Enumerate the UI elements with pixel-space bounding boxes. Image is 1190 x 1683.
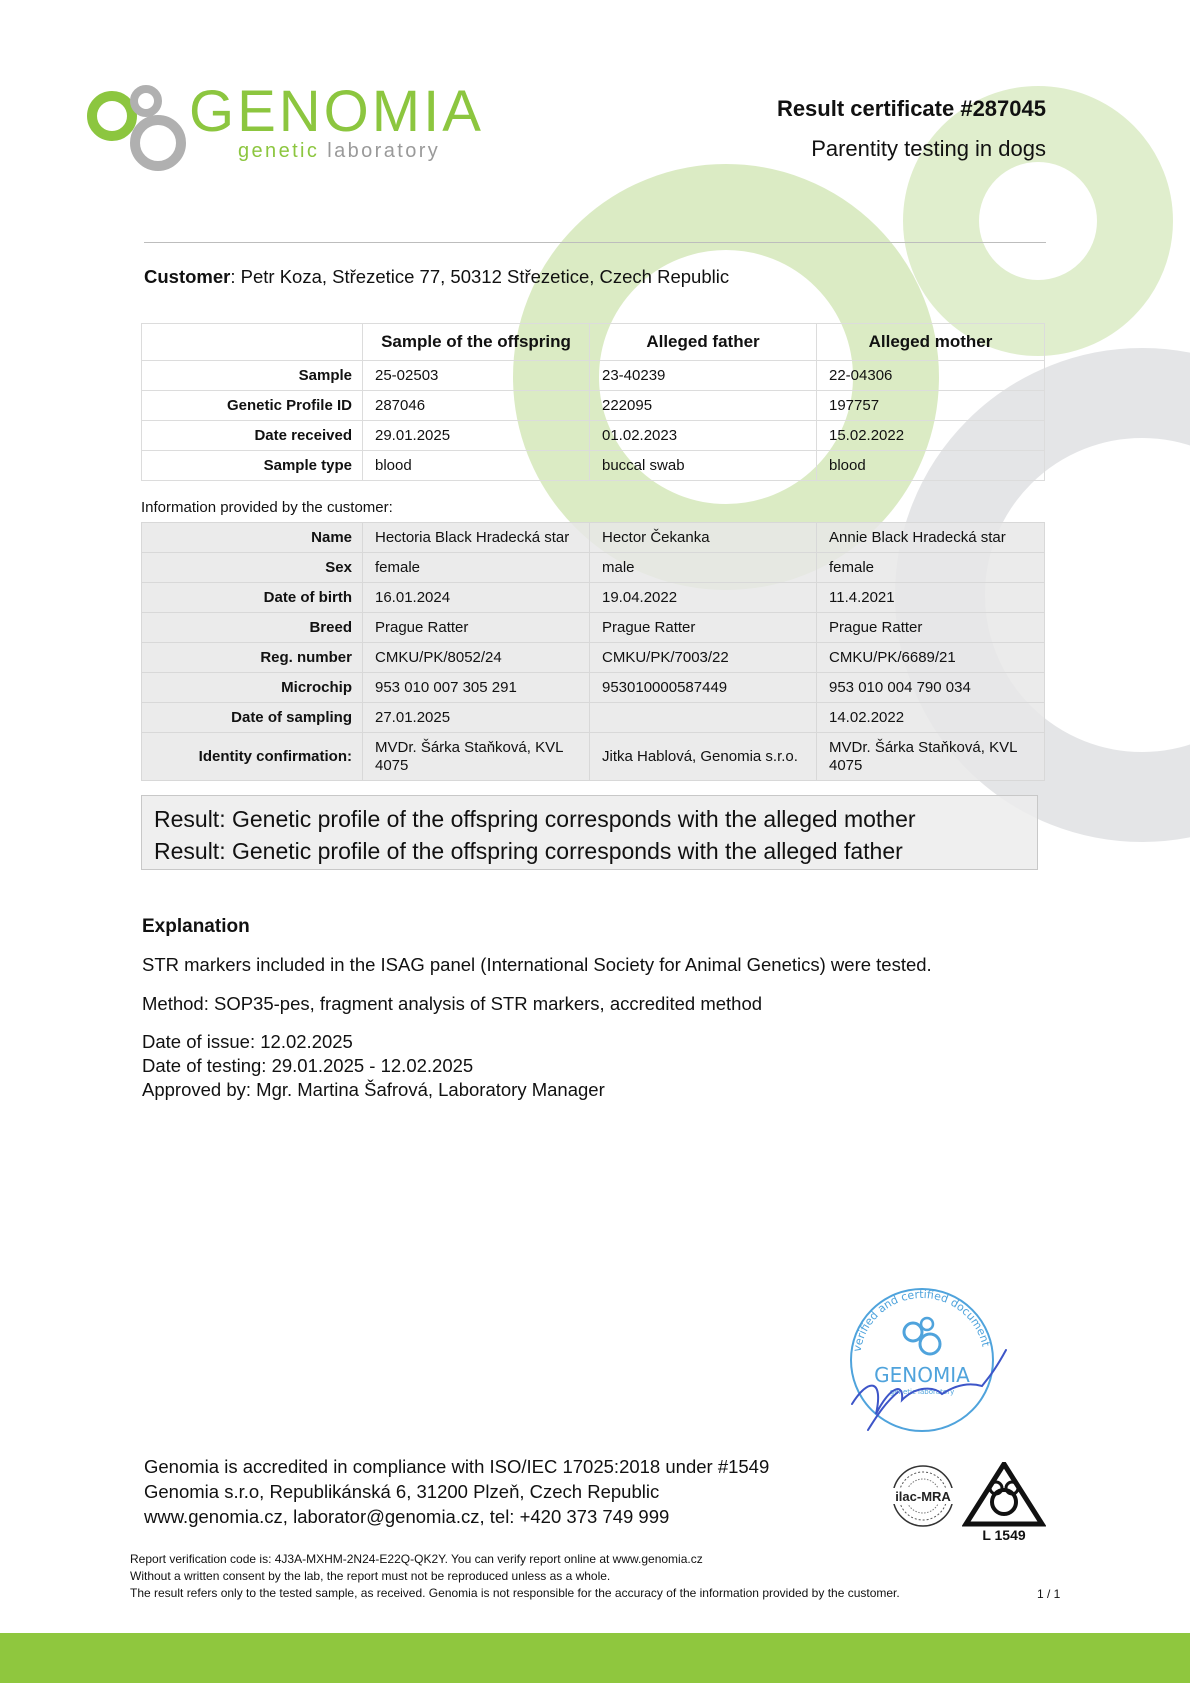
genomia-logo-icon [84,82,194,178]
row-label: Date of birth [142,583,363,613]
table-cell: Hectoria Black Hradecká star [363,523,590,553]
row-label: Name [142,523,363,553]
accreditation-block [144,1454,769,1529]
table-cell: Prague Ratter [817,613,1045,643]
row-label: Microchip [142,673,363,703]
samples-header-father: Alleged father [590,324,817,361]
explanation-method: Method: SOP35-pes, fragment analysis of STR markers, accredited method [142,993,763,1014]
table-cell: 197757 [817,391,1045,421]
stamp-sub: genetic laboratory [889,1388,955,1396]
logo-tagline [238,139,440,163]
customer-info-table [141,522,1045,781]
samples-header-offspring: Sample of the offspring [363,324,590,361]
table-row [142,733,1045,781]
footer-green-bar [0,1633,1190,1683]
table-cell: 22-04306 [817,361,1045,391]
samples-header-row [142,324,1045,361]
table-row [142,643,1045,673]
row-label: Breed [142,613,363,643]
logo-tagline-laboratory: laboratory [327,140,441,162]
table-cell: Hector Čekanka [590,523,817,553]
samples-header-empty [142,324,363,361]
ilac-mra-logo-icon [890,1464,956,1528]
table-cell: Prague Ratter [363,613,590,643]
row-label: Reg. number [142,643,363,673]
customer-info-label: Information provided by the customer: [141,499,393,516]
table-cell: 23-40239 [590,361,817,391]
table-cell: 16.01.2024 [363,583,590,613]
table-cell: Prague Ratter [590,613,817,643]
certificate-title: Result certificate #287045 [776,96,1046,121]
row-label: Date of sampling [142,703,363,733]
table-cell: buccal swab [590,451,817,481]
table-row [142,703,1045,733]
logo-tagline-genetic: genetic [238,140,320,162]
accreditation-line: Genomia is accredited in compliance with ISO/IEC 17025:2018 under #1549 [144,1456,770,1477]
approved-by: Approved by: Mgr. Martina Šafrová, Laboratory Manager [142,1079,605,1100]
table-cell: 953 010 007 305 291 [363,673,590,703]
table-cell: female [817,553,1045,583]
table-cell: 953010000587449 [590,673,817,703]
certification-stamp-icon [838,1282,1018,1438]
table-cell: blood [363,451,590,481]
ilac-text: ilac-MRA [895,1489,951,1504]
table-cell: 11.4.2021 [817,583,1045,613]
explanation-markers: STR markers included in the ISAG panel (International Society for Animal Genetics) were tested. [142,954,932,975]
cai-number: L 1549 [982,1527,1026,1542]
table-cell: 01.02.2023 [590,421,817,451]
table-row [142,421,1045,451]
address-line: Genomia s.r.o, Republikánská 6, 31200 Plzeň, Czech Republic [144,1481,660,1502]
row-label: Sample [142,361,363,391]
date-of-testing: Date of testing: 29.01.2025 - 12.02.2025 [142,1055,474,1076]
table-row [142,583,1045,613]
table-row [142,553,1045,583]
table-row [142,673,1045,703]
cai-accreditation-logo-icon [962,1462,1046,1542]
explanation-title: Explanation [142,916,250,937]
row-label: Sex [142,553,363,583]
date-of-issue: Date of issue: 12.02.2025 [142,1031,353,1052]
page-number: 1 / 1 [1037,1587,1061,1601]
table-cell: MVDr. Šárka Staňková, KVL 4075 [363,733,590,781]
table-row [142,391,1045,421]
row-label: Identity confirmation: [142,733,363,781]
table-cell [590,703,817,733]
result-box [141,795,1038,870]
table-cell: CMKU/PK/7003/22 [590,643,817,673]
decorative-ring-green-small [903,86,1173,356]
table-cell: 27.01.2025 [363,703,590,733]
row-label: Sample type [142,451,363,481]
result-father: Result: Genetic profile of the offspring corresponds with the alleged father [154,838,903,864]
table-cell: 14.02.2022 [817,703,1045,733]
verification-code-note: Report verification code is: 4J3A-MXHM-2N24-E22Q-QK2Y. You can verify report online at www.genomia.cz [130,1552,703,1566]
table-cell: blood [817,451,1045,481]
table-row [142,361,1045,391]
customer-value: : Petr Koza, Střezetice 77, 50312 Střezetice, Czech Republic [230,266,730,287]
certificate-subtitle: Parentity testing in dogs [811,136,1046,161]
table-cell: 222095 [590,391,817,421]
reproduction-note: Without a written consent by the lab, the report must not be reproduced unless as a whole. [130,1569,611,1583]
table-cell: Jitka Hablová, Genomia s.r.o. [590,733,817,781]
table-cell: CMKU/PK/6689/21 [817,643,1045,673]
samples-header-mother: Alleged mother [817,324,1045,361]
table-cell: Annie Black Hradecká star [817,523,1045,553]
table-cell: female [363,553,590,583]
table-cell: 287046 [363,391,590,421]
table-cell: 25-02503 [363,361,590,391]
table-cell: 19.04.2022 [590,583,817,613]
table-cell: 953 010 004 790 034 [817,673,1045,703]
table-cell: MVDr. Šárka Staňková, KVL 4075 [817,733,1045,781]
customer-line [144,266,729,288]
table-cell: 29.01.2025 [363,421,590,451]
table-cell: male [590,553,817,583]
contact-line: www.genomia.cz, laborator@genomia.cz, tel: +420 373 749 999 [144,1506,670,1527]
samples-table [141,323,1045,481]
table-row [142,451,1045,481]
result-mother: Result: Genetic profile of the offspring corresponds with the alleged mother [154,806,916,832]
table-cell: 15.02.2022 [817,421,1045,451]
stamp-text: verified and certified document [850,1287,993,1353]
row-label: Genetic Profile ID [142,391,363,421]
header-divider [144,242,1046,243]
table-cell: CMKU/PK/8052/24 [363,643,590,673]
stamp-brand: GENOMIA [874,1363,970,1387]
table-row [142,523,1045,553]
disclaimer-note: The result refers only to the tested sample, as received. Genomia is not responsible for the accuracy of the information provided by the customer. [130,1586,900,1600]
logo-wordmark: GENOMIA [189,79,484,144]
row-label: Date received [142,421,363,451]
table-row [142,613,1045,643]
customer-label: Customer [144,266,231,287]
